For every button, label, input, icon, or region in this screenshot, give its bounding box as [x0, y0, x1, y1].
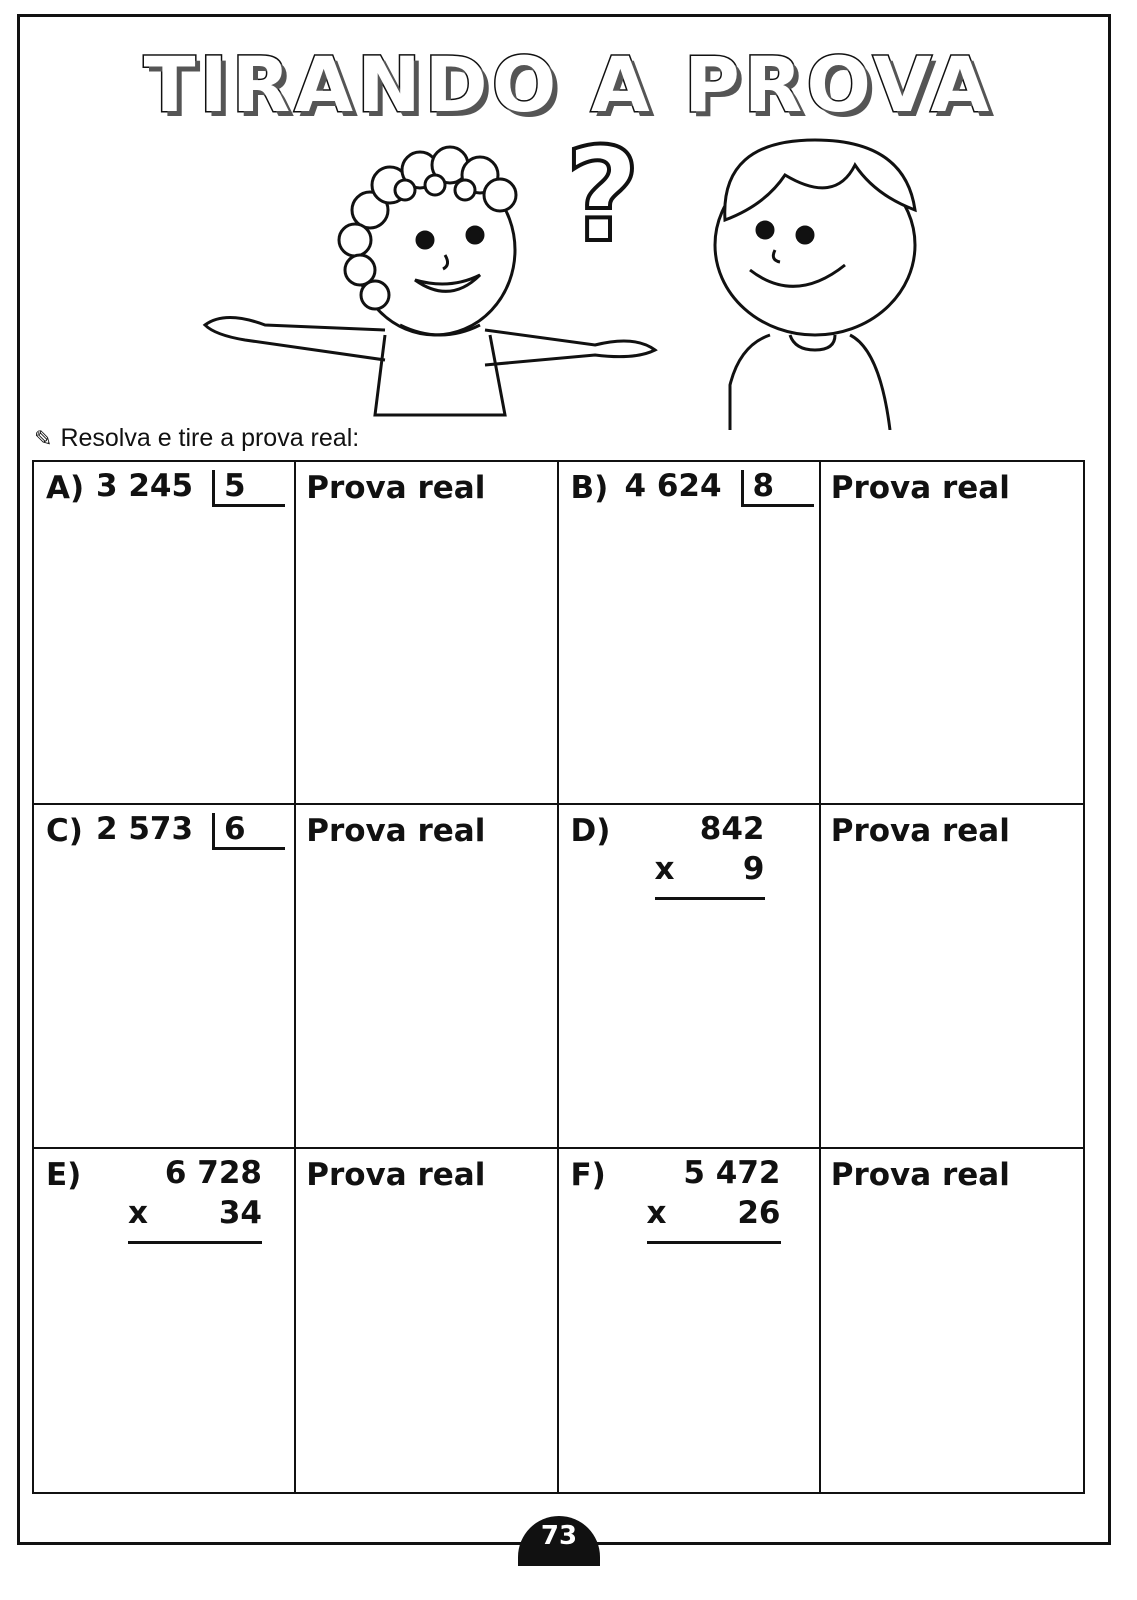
prova-real-cell-c[interactable]	[296, 805, 558, 1148]
operator: x	[128, 1194, 148, 1231]
prova-real-cell-b[interactable]	[821, 462, 1083, 805]
prova-real-label: Prova real	[306, 1156, 486, 1193]
instruction-text	[34, 424, 359, 453]
prova-real-cell-d[interactable]	[821, 805, 1083, 1148]
problem-cell-d[interactable]	[559, 805, 821, 1148]
operand-top: 6 728	[164, 1154, 262, 1191]
question-mark: ?	[565, 119, 641, 271]
divisor: 6	[224, 811, 246, 848]
prova-real-label: Prova real	[830, 813, 1010, 850]
operand-bottom: 26	[737, 1194, 781, 1231]
instruction-label: Resolva e tire a prova real:	[60, 424, 360, 452]
operand-bottom: 9	[742, 851, 765, 888]
dividend: 4 624	[624, 468, 722, 504]
prova-real-cell-a[interactable]	[296, 462, 558, 805]
prova-real-cell-e[interactable]	[296, 1149, 558, 1492]
page-title: TIRANDO A PROVA	[143, 40, 994, 129]
problem-cell-a[interactable]	[34, 462, 296, 805]
divisor: 8	[752, 468, 775, 504]
division-bracket	[212, 470, 285, 507]
problem-cell-c[interactable]	[34, 805, 296, 1148]
operator: x	[654, 851, 675, 888]
dividend: 3 245	[96, 468, 194, 504]
prova-real-label: Prova real	[306, 470, 486, 506]
pencil-icon: ✎	[34, 426, 53, 451]
multiplication	[655, 811, 765, 900]
problem-label: C)	[46, 813, 83, 850]
boy-figure	[715, 140, 915, 430]
dividend: 2 573	[96, 811, 194, 848]
children-illustration	[170, 110, 960, 430]
prova-real-label: Prova real	[306, 813, 486, 850]
operand-top: 842	[699, 811, 765, 848]
prova-real-label: Prova real	[830, 470, 1010, 506]
prova-real-label: Prova real	[830, 1156, 1010, 1193]
problem-cell-b[interactable]	[559, 462, 821, 805]
division-bracket	[212, 813, 285, 850]
problem-label: F)	[570, 1156, 606, 1193]
divisor: 5	[224, 468, 246, 504]
problem-label: D)	[570, 813, 611, 850]
problem-label: A)	[46, 470, 85, 506]
problem-label: B)	[570, 470, 609, 506]
problem-cell-f[interactable]	[559, 1149, 821, 1492]
multiplication	[128, 1155, 262, 1244]
problem-label: E)	[46, 1156, 82, 1193]
operator: x	[646, 1194, 667, 1231]
multiplication	[647, 1155, 781, 1244]
operand-top: 5 472	[683, 1154, 781, 1191]
division-bracket	[741, 470, 814, 507]
result-line	[655, 897, 765, 900]
exercise-grid	[32, 460, 1085, 1494]
problem-cell-e[interactable]	[34, 1149, 296, 1492]
result-line	[647, 1241, 781, 1244]
prova-real-cell-f[interactable]	[821, 1149, 1083, 1492]
result-line	[128, 1241, 262, 1244]
operand-bottom: 34	[218, 1194, 262, 1231]
page-number: 73	[518, 1516, 600, 1566]
